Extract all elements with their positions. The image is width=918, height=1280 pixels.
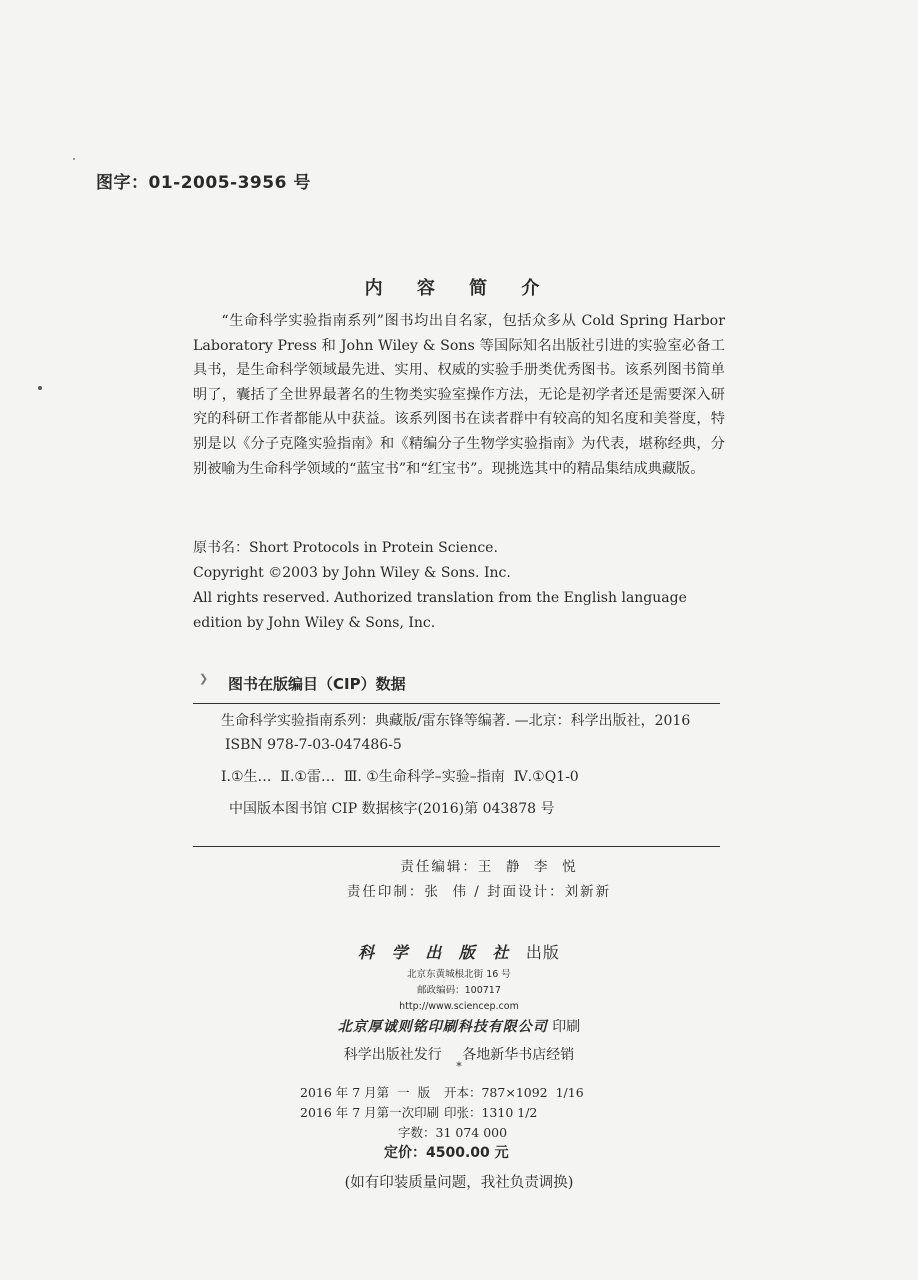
cip-bottom-rule [193,846,720,847]
quality-note: (如有印装质量问题，我社负责调换) [344,1175,574,1191]
publisher-suffix: 出版 [525,943,560,962]
summary-paragraph [193,309,725,481]
print-design-line: 责任印制：张 伟 / 封面设计：刘新新 [346,884,612,900]
specs-block [300,1083,584,1163]
cip-heading: 图书在版编目（CIP）数据 [228,675,406,693]
printer-suffix: 印刷 [552,1019,581,1035]
printer-name: 北京厚诚则铭印刷科技有限公司 [337,1019,548,1035]
cip-entry: 生命科学实验指南系列：典藏版/雷东锋等编著. —北京：科学出版社，2016 [221,713,691,729]
publisher-block [0,940,918,1015]
publisher-line [0,940,918,963]
copyright-line: Copyright ©2003 by John Wiley & Sons. Inc. [193,565,511,581]
cip-bullet-icon: ❯ [199,672,209,685]
printer-line [0,1016,918,1036]
cip-block [203,709,720,821]
printing: 2016 年 7 月第一次印刷 [300,1105,440,1120]
seller: 各地新华书店经销 [462,1047,575,1063]
sheets: 印张：1310 1/2 [443,1105,538,1120]
specs-row-printing [300,1103,584,1123]
printer-block [0,1016,918,1064]
cip-record: 中国版本图书馆 CIP 数据核字(2016)第 043878 号 [229,801,555,817]
staff-credits [0,855,918,905]
cip-isbn: ISBN 978-7-03-047486-5 [225,737,402,753]
publisher-name: 科 学 出 版 社 [358,943,515,962]
issuer: 科学出版社发行 [343,1047,442,1063]
cip-classification: Ⅰ.①生… Ⅱ.①雷… Ⅲ. ①生命科学–实验–指南 Ⅳ.①Q1-0 [221,769,579,785]
separator-star: * [456,1060,462,1073]
original-book-info [193,536,725,636]
cip-top-rule [193,703,720,704]
original-title: 原书名：Short Protocols in Protein Science. [193,540,498,556]
publisher-url: http://www.sciencep.com [399,1001,519,1012]
summary-title: 内 容 简 介 [364,278,554,299]
registration-number: 图字：01-2005-3956 号 [96,173,311,193]
scan-speck [73,158,75,160]
word-count: 字数：31 074 000 [398,1125,508,1140]
editors-line: 责任编辑：王 静 李 悦 [400,859,578,875]
edition: 2016 年 7 月第 一 版 [300,1085,431,1100]
specs-row-edition [300,1083,584,1103]
summary-text: “生命科学实验指南系列”图书均出自名家，包括众多从 Cold Spring Harbor Laboratory Press 和 John Wiley & Sons 等国际知名出版社引进的实验室必备工具书，是生命科学领域最先进、实用、权威的实验手册类优秀图书。该系列图书简单明了，囊括了全世界最著名的生物类实验室操作方法，无论是初学者还是需要深入研究的科研工作者都能从中获益。该系列图书在读者群中有较高的知名度和美誉度，特别是以《分子克隆实验指南》和《精编分子生物学实验指南》为代表，堪称经典，分别被喻为生命科学领域的“蓝宝书”和“红宝书”。现挑选其中的精品集结成典藏版。 [193,313,725,477]
format: 开本：787×1092 1/16 [443,1085,584,1100]
rights-line: All rights reserved. Authorized translation from the English language edition by John Wiley & Sons, Inc. [193,590,687,631]
price: 定价：4500.00 元 [384,1145,509,1161]
publisher-address: 北京东黄城根北街 16 号 [407,969,511,980]
publisher-postcode: 邮政编码：100717 [417,985,501,996]
scan-dot [38,386,42,390]
